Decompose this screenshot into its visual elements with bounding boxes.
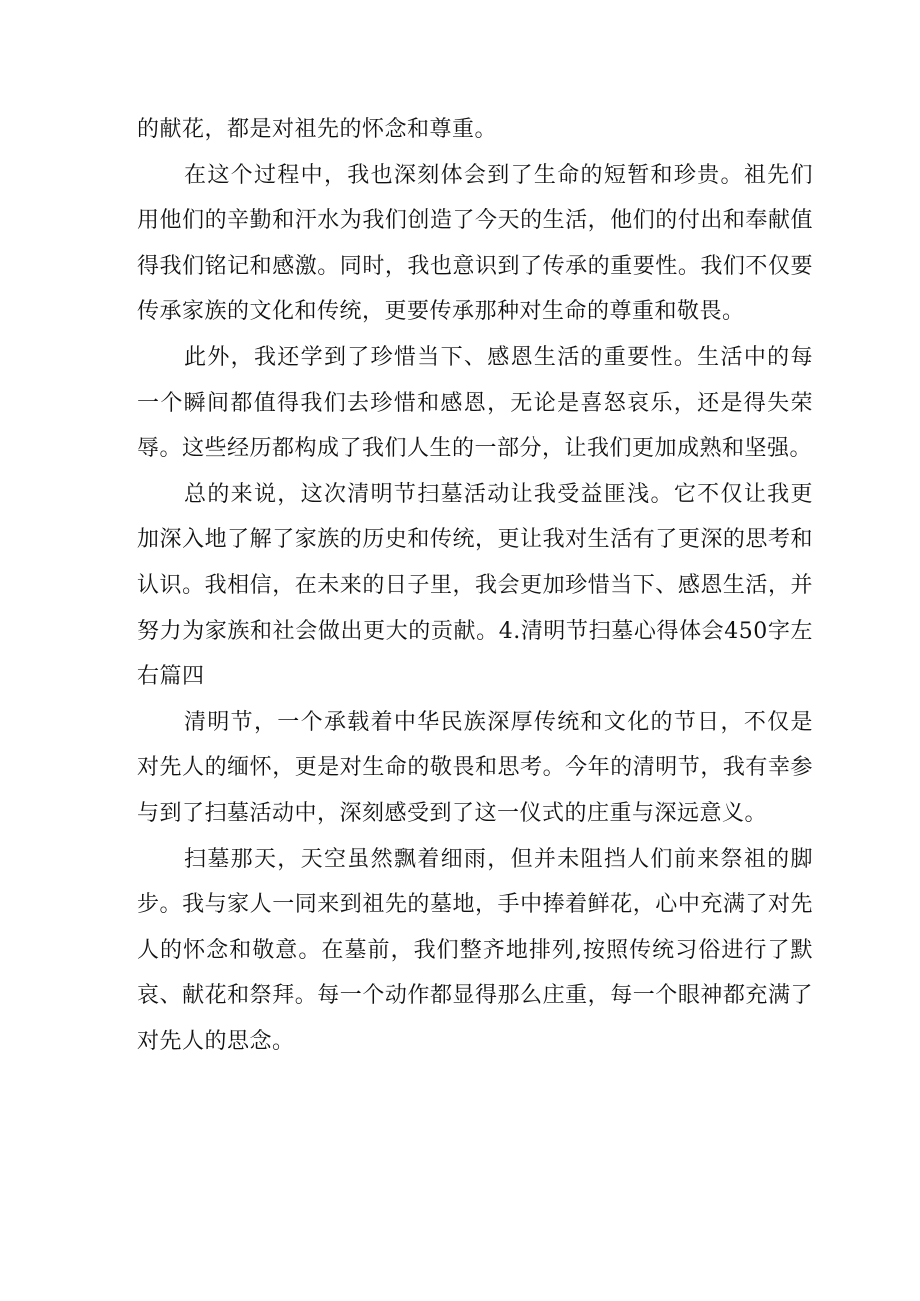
document-page bbox=[137, 107, 813, 1064]
paragraph-tomb-sweeping-day: 扫墓那天，天空虽然飘着细雨，但并未阻挡人们前来祭祖的脚步。我与家人一同来到祖先的墓地，手中捧着鲜花，心中充满了对先人的怀念和敬意。在墓前，我们整齐地排列,按照传统习俗进行了默哀、献花和祭拜。每一个动作都显得那么庄重，每一个眼神都充满了对先人的思念。 bbox=[137, 846, 813, 1054]
paragraph-cherish-present: 此外，我还学到了珍惜当下、感恩生活的重要性。生活中的每一个瞬间都值得我们去珍惜和感恩，无论是喜怒哀乐，还是得失荣辱。这些经历都构成了我们人生的一部分，让我们更加成熟和坚强。 bbox=[137, 344, 813, 462]
paragraph-summary: 总的来说，这次清明节扫墓活动让我受益匪浅。它不仅让我更加深入地了解了家族的历史和传统，更让我对生活有了更深的思考和认识。我相信，在未来的日子里，我会更加珍惜当下、感恩生活，并努力为家族和社会做出更大的贡献。4.清明节扫墓心得体会450字左右篇四 bbox=[137, 481, 813, 690]
paragraph-reflection-life: 在这个过程中，我也深刻体会到了生命的短暂和珍贵。祖先们用他们的辛勤和汗水为我们创造了今天的生活，他们的付出和奉献值得我们铭记和感激。同时，我也意识到了传承的重要性。我们不仅要传承家族的文化和传统，更要传承那种对生命的尊重和敬畏。 bbox=[137, 162, 813, 325]
paragraph-qingming-intro: 清明节，一个承载着中华民族深厚传统和文化的节日，不仅是对先人的缅怀，更是对生命的敬畏和思考。今年的清明节，我有幸参与到了扫墓活动中，深刻感受到了这一仪式的庄重与深远意义。 bbox=[137, 709, 813, 826]
paragraph-continuation: 的献花，都是对祖先的怀念和尊重。 bbox=[137, 117, 498, 142]
